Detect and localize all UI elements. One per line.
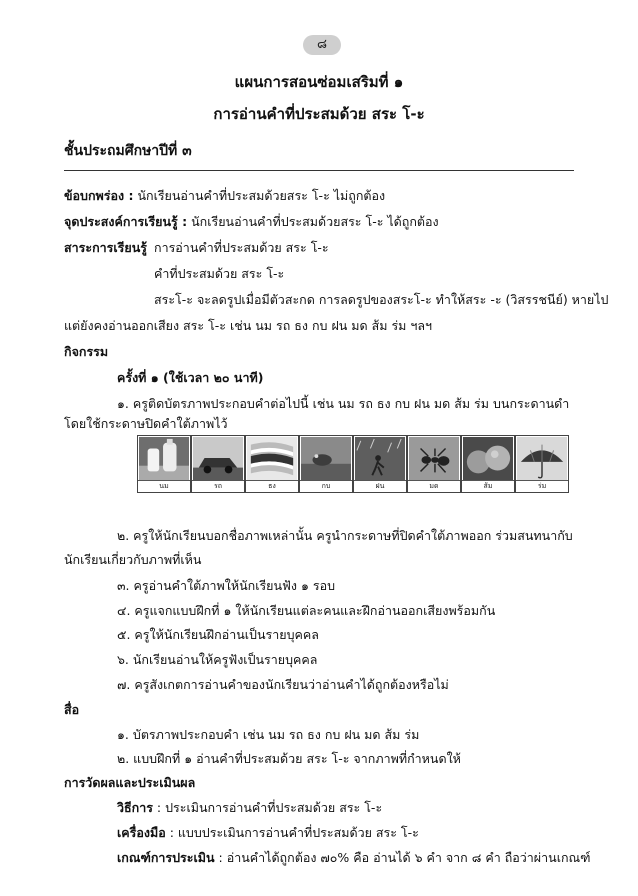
activity-item-1b: โดยใช้กระดาษปิดคำใต้ภาพไว้ — [64, 416, 228, 431]
activities-heading: กิจกรรม — [64, 344, 109, 359]
activity-item-1a: ๑. ครูติดบัตรภาพประกอบคำต่อไปนี้ เช่น นม รถ ธง กบ ฝน มด ส้ม ร่ม บนกระดานดำ — [117, 396, 570, 411]
content-line-3: สระโ-ะ จะลดรูปเมื่อมีตัวสะกด การลดรูปของสระโ-ะ ทำให้สระ -ะ (วิสรรชนีย์) หายไป — [154, 292, 609, 307]
evaluation-criteria — [117, 848, 591, 868]
session-heading: ครั้งที่ ๑ (ใช้เวลา ๒๐ นาที) — [117, 370, 264, 385]
frog-icon — [301, 437, 351, 481]
weakness-text: นักเรียนอ่านคำที่ประสมด้วยสระ โ-ะ ไม่ถูกต้อง — [133, 188, 386, 203]
picture-card — [515, 435, 569, 493]
picture-caption: รถ — [192, 480, 244, 492]
media-heading: สื่อ — [64, 702, 80, 717]
picture-caption: ร่ม — [516, 480, 568, 492]
evaluation-tool — [117, 823, 419, 843]
grade-level: ชั้นประถมศึกษาปีที่ ๓ — [64, 143, 192, 159]
picture-card — [137, 435, 191, 493]
activity-item-4: ๔. ครูแจกแบบฝึกที่ ๑ ให้นักเรียนแต่ละคนและฝึกอ่านออกเสียงพร้อมกัน — [117, 603, 496, 618]
picture-caption: นม — [138, 480, 190, 492]
objective-label: จุดประสงค์การเรียนรู้ : — [64, 214, 188, 229]
picture-cards — [137, 435, 569, 493]
picture-caption: ฝน — [354, 480, 406, 492]
objective-text: นักเรียนอ่านคำที่ประสมด้วยสระ โ-ะ ได้ถูกต้อง — [187, 214, 439, 229]
flag-icon — [247, 437, 297, 481]
activity-item-2a: ๒. ครูให้นักเรียนบอกชื่อภาพเหล่านั้น ครูนำกระดาษที่ปิดคำใต้ภาพออก ร่วมสนทนากับ — [117, 528, 573, 543]
picture-card — [191, 435, 245, 493]
content-line-2: คำที่ประสมด้วย สระ โ-ะ — [154, 266, 285, 281]
umbrella-icon — [517, 437, 567, 481]
content-label: สาระการเรียนรู้ — [64, 240, 147, 255]
evaluation-method — [117, 798, 382, 818]
picture-card — [461, 435, 515, 493]
page-number-badge: ๘ — [303, 35, 341, 55]
picture-card — [299, 435, 353, 493]
plan-title: แผนการสอนซ่อมเสริมที่ ๑ — [234, 73, 404, 91]
picture-card — [407, 435, 461, 493]
method-text: : ประเมินการอ่านคำที่ประสมด้วย สระ โ-ะ — [152, 800, 383, 815]
method-label: วิธีการ — [117, 800, 153, 815]
ant-icon — [409, 437, 459, 481]
tool-label: เครื่องมือ — [117, 825, 166, 840]
activity-item-3: ๓. ครูอ่านคำใต้ภาพให้นักเรียนฟัง ๑ รอบ — [117, 578, 336, 593]
content-line-1: การอ่านคำที่ประสมด้วย สระ โ-ะ — [154, 240, 329, 255]
media-item-1: ๑. บัตรภาพประกอบคำ เช่น นม รถ ธง กบ ฝน มด ส้ม ร่ม — [117, 727, 420, 742]
activity-item-5: ๕. ครูให้นักเรียนฝึกอ่านเป็นรายบุคคล — [117, 627, 319, 642]
picture-card — [245, 435, 299, 493]
evaluation-heading: การวัดผลและประเมินผล — [64, 775, 196, 790]
objective-line — [64, 212, 439, 232]
picture-card — [353, 435, 407, 493]
activity-item-6: ๖. นักเรียนอ่านให้ครูฟังเป็นรายบุคคล — [117, 652, 318, 667]
weakness-label: ข้อบกพร่อง : — [64, 188, 134, 203]
header-divider — [64, 170, 574, 171]
criteria-text: : อ่านคำได้ถูกต้อง ๗๐% คือ อ่านได้ ๖ คำ จาก ๘ คำ ถือว่าผ่านเกณฑ์ — [214, 850, 591, 865]
rain-icon — [355, 437, 405, 481]
orange-icon — [463, 437, 513, 481]
weakness-line — [64, 186, 385, 206]
picture-caption: มด — [408, 480, 460, 492]
picture-caption: ส้ม — [462, 480, 514, 492]
content-line-4: แต่ยังคงอ่านออกเสียง สระ โ-ะ เช่น นม รถ ธง กบ ฝน มด ส้ม ร่ม ฯลฯ — [64, 318, 433, 333]
car-icon — [193, 437, 243, 481]
activity-item-2b: นักเรียนเกี่ยวกับภาพที่เห็น — [64, 552, 202, 567]
activity-item-7: ๗. ครูสังเกตการอ่านคำของนักเรียนว่าอ่านคำได้ถูกต้องหรือไม่ — [117, 677, 449, 692]
criteria-label: เกณฑ์การประเมิน — [117, 850, 215, 865]
picture-caption: ธง — [246, 480, 298, 492]
milk-icon — [139, 437, 189, 481]
picture-caption: กบ — [300, 480, 352, 492]
tool-text: : แบบประเมินการอ่านคำที่ประสมด้วย สระ โ-ะ — [165, 825, 419, 840]
plan-subtitle: การอ่านคำที่ประสมด้วย สระ โ-ะ — [213, 105, 425, 123]
media-item-2: ๒. แบบฝึกที่ ๑ อ่านคำที่ประสมด้วย สระ โ-ะ จากภาพที่กำหนดให้ — [117, 751, 461, 766]
